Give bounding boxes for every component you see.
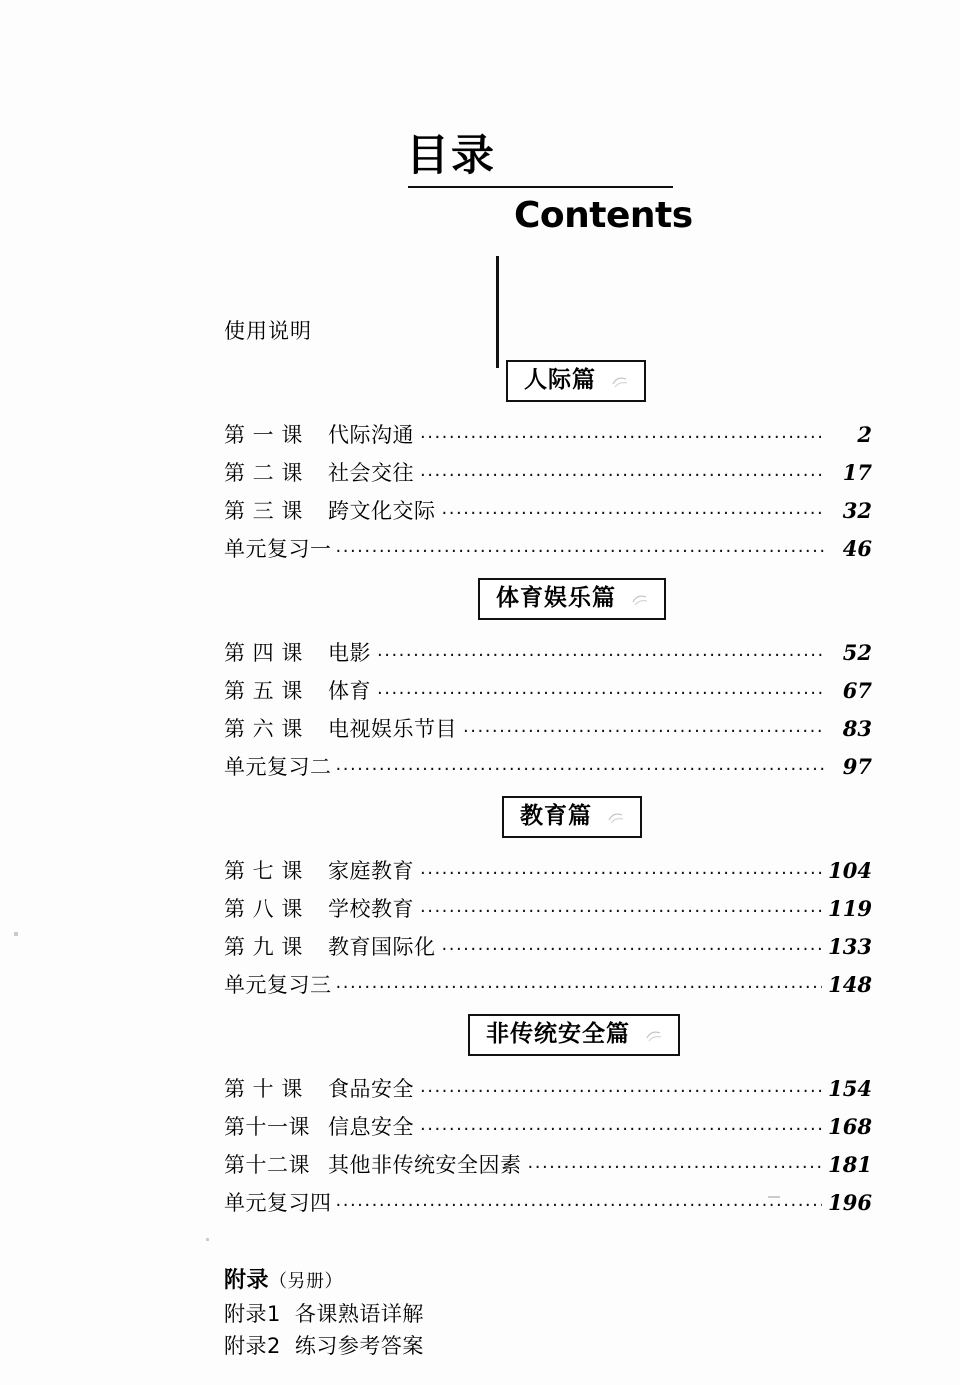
toc-entry-label: 第 四 课 <box>224 641 303 665</box>
toc-entry[interactable] <box>224 928 872 966</box>
section-banner-label: 人际篇 <box>524 367 596 393</box>
toc-entry-label: 第 六 课 <box>224 717 303 741</box>
toc-entry[interactable] <box>224 1184 872 1222</box>
toc-entry-title: 跨文化交际 <box>328 499 436 523</box>
toc-dot-leader <box>377 634 824 672</box>
toc-entry-title: 代际沟通 <box>328 423 414 447</box>
toc-entry-label: 第 七 课 <box>224 859 303 883</box>
toc-dot-leader <box>377 672 824 710</box>
section-banner-box <box>468 1014 680 1056</box>
appendix-list <box>224 1298 872 1362</box>
masthead <box>0 128 960 263</box>
section-banner <box>224 578 872 620</box>
toc-entry-label: 第 三 课 <box>224 499 303 523</box>
section-banner-box <box>478 578 666 620</box>
toc-entry[interactable] <box>224 672 872 710</box>
banner-flourish-icon <box>632 592 648 606</box>
toc-page-number: 181 <box>828 1152 872 1177</box>
toc-entry-title: 电视娱乐节目 <box>328 717 457 741</box>
appendix-block <box>224 1264 872 1362</box>
toc-page-number: 154 <box>828 1076 872 1101</box>
toc-page-number: 104 <box>828 858 872 883</box>
toc-entry-group <box>224 1070 872 1222</box>
toc-entry[interactable] <box>224 454 872 492</box>
section-banner <box>224 360 872 402</box>
toc-entry-group <box>224 416 872 568</box>
section-banner-label: 非传统安全篇 <box>486 1021 630 1047</box>
toc-entry-label: 第 二 课 <box>224 461 303 485</box>
page-title-chinese: 目录 <box>406 131 496 181</box>
toc-page-number: 2 <box>857 422 872 447</box>
preface-entry: 使用说明 <box>224 319 312 343</box>
toc-entry-label: 单元复习二 <box>224 755 332 779</box>
toc-entry[interactable] <box>224 1070 872 1108</box>
toc-dot-leader <box>442 928 823 966</box>
section-banner-box <box>506 360 646 402</box>
toc-entry-title: 其他非传统安全因素 <box>328 1153 522 1177</box>
toc-content <box>224 316 872 1362</box>
toc-entry-label: 第 五 课 <box>224 679 303 703</box>
toc-entry-title: 教育国际化 <box>328 935 436 959</box>
toc-entry[interactable] <box>224 530 872 568</box>
toc-dot-leader <box>420 852 822 890</box>
toc-page-number: 67 <box>842 678 872 703</box>
toc-dot-leader <box>336 530 825 568</box>
toc-entry-label: 第十二课 <box>224 1153 310 1177</box>
toc-entry-title: 社会交往 <box>328 461 414 485</box>
appendix-entry-title: 各课熟语详解 <box>294 1302 424 1326</box>
scan-speck <box>14 932 18 936</box>
toc-page-number: 97 <box>842 754 872 779</box>
toc-dot-leader <box>336 748 825 786</box>
section-banner-label: 教育篇 <box>520 803 592 829</box>
toc-entry[interactable] <box>224 710 872 748</box>
toc-entry-title: 学校教育 <box>328 897 414 921</box>
toc-dot-leader <box>336 1184 823 1222</box>
toc-dot-leader <box>420 1070 822 1108</box>
appendix-heading-main: 附录 <box>224 1268 270 1293</box>
toc-sections <box>224 360 872 1222</box>
section-banner-label: 体育娱乐篇 <box>496 585 616 611</box>
toc-entry[interactable] <box>224 748 872 786</box>
appendix-entry[interactable] <box>224 1298 872 1330</box>
toc-entry-group <box>224 634 872 786</box>
toc-page-number: 119 <box>828 896 872 921</box>
toc-entry[interactable] <box>224 492 872 530</box>
toc-page-number: 133 <box>828 934 872 959</box>
toc-dot-leader <box>420 1108 822 1146</box>
toc-page-number: 83 <box>842 716 872 741</box>
toc-entry[interactable] <box>224 966 872 1004</box>
toc-dot-leader <box>420 454 824 492</box>
toc-entry-label: 第 十 课 <box>224 1077 303 1101</box>
toc-entry[interactable] <box>224 1108 872 1146</box>
toc-page-number: 148 <box>828 972 872 997</box>
toc-entry-label: 第 八 课 <box>224 897 303 921</box>
toc-entry[interactable] <box>224 416 872 454</box>
section-banner <box>224 796 872 838</box>
appendix-entry-index: 附录1 <box>224 1302 281 1326</box>
appendix-entry[interactable] <box>224 1330 872 1362</box>
toc-entry-title: 家庭教育 <box>328 859 414 883</box>
appendix-entry-index: 附录2 <box>224 1334 281 1358</box>
banner-flourish-icon <box>608 810 624 824</box>
toc-page-number: 46 <box>842 536 872 561</box>
toc-page-number: 196 <box>828 1190 872 1215</box>
toc-entry-label: 单元复习三 <box>224 973 332 997</box>
toc-dot-leader <box>420 416 824 454</box>
toc-entry-label: 单元复习四 <box>224 1191 332 1215</box>
toc-entry-label: 第 一 课 <box>224 423 303 447</box>
toc-page-number: 32 <box>842 498 872 523</box>
toc-entry-label: 单元复习一 <box>224 537 332 561</box>
toc-entry-title: 电影 <box>328 641 371 665</box>
banner-flourish-icon <box>612 374 628 388</box>
section-banner <box>224 1014 872 1056</box>
toc-dot-leader <box>420 890 822 928</box>
toc-entry-label: 第 九 课 <box>224 935 303 959</box>
toc-page-number: 168 <box>828 1114 872 1139</box>
scan-speck <box>206 1238 209 1241</box>
toc-dot-leader <box>528 1146 823 1184</box>
toc-entry-title: 信息安全 <box>328 1115 414 1139</box>
toc-entry-group <box>224 852 872 1004</box>
toc-entry[interactable] <box>224 1146 872 1184</box>
masthead-horizontal-rule <box>408 186 673 188</box>
scan-speck <box>768 1196 780 1198</box>
appendix-heading-note: （另册） <box>269 1271 344 1292</box>
toc-page-number: 52 <box>842 640 872 665</box>
toc-dot-leader <box>442 492 825 530</box>
section-banner-box <box>502 796 642 838</box>
toc-entry[interactable] <box>224 634 872 672</box>
toc-page-number: 17 <box>842 460 872 485</box>
toc-dot-leader <box>336 966 823 1004</box>
toc-entry-title: 食品安全 <box>328 1077 414 1101</box>
toc-entry[interactable] <box>224 852 872 890</box>
banner-flourish-icon <box>646 1028 662 1042</box>
toc-dot-leader <box>463 710 824 748</box>
toc-entry-label: 第十一课 <box>224 1115 310 1139</box>
toc-entry[interactable] <box>224 890 872 928</box>
toc-entry-title: 体育 <box>328 679 371 703</box>
appendix-heading <box>224 1264 872 1298</box>
appendix-entry-title: 练习参考答案 <box>294 1334 424 1358</box>
page-title-english: Contents <box>514 195 693 236</box>
